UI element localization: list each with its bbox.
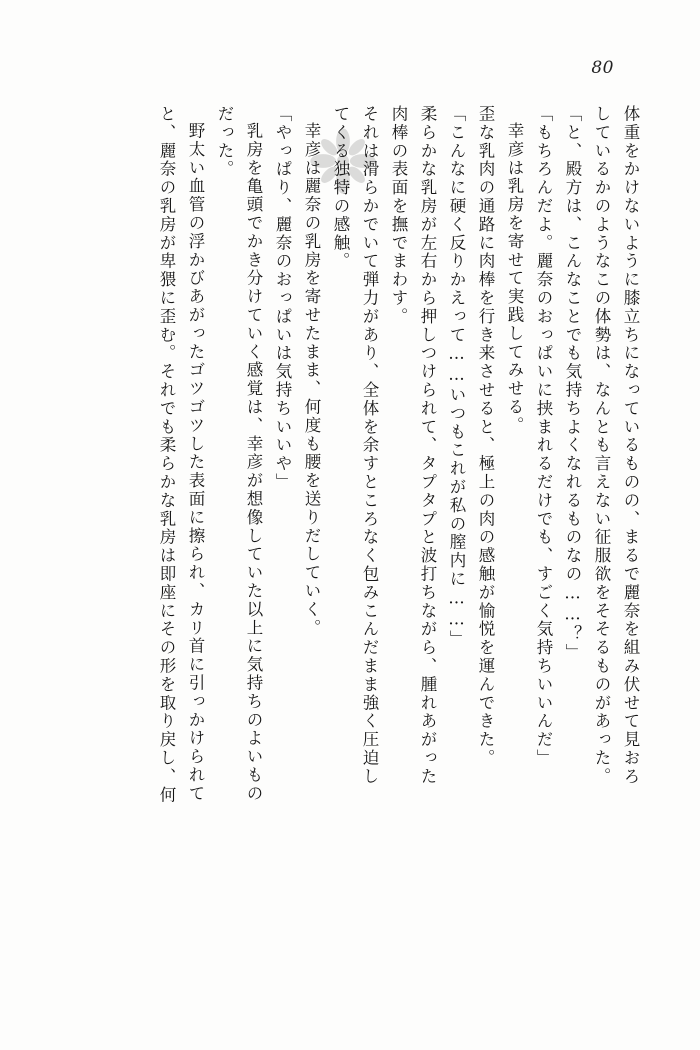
text-line: 幸彦は麗奈の乳房を寄せたまま、何度も腰を送りだしていく。 (302, 122, 321, 638)
text-line: 幸彦は乳房を寄せて実践してみせる。 (505, 122, 524, 435)
text-line: 「と、殿方は、こんなことでも気持ちよくなれるものなの……？」 (563, 105, 582, 662)
text-line: てくる独特の感触。 (331, 105, 350, 271)
page-number: 80 (591, 58, 614, 78)
text-line: だった。 (215, 105, 234, 179)
text-line: 「もちろんだよ。麗奈のおっぱいに挟まれるだけでも、すごく気持ちいいんだ」 (534, 105, 553, 768)
text-line: 肉棒の表面を撫でまわす。 (389, 105, 408, 326)
text-line: 体重をかけないように膝立ちになっているものの、まるで麗奈を組み伏せて見おろ (621, 105, 640, 786)
text-line: 柔らかな乳房が左右から押しつけられて、タプタプと波打ちながら、腫れあがった (418, 105, 437, 786)
text-line: 「やっぱり、麗奈のおっぱいは気持ちいいや」 (273, 105, 292, 492)
text-line: と、麗奈の乳房が卑猥に歪む。それでも柔らかな乳房は即座にその形を取り戻し、何 (157, 105, 176, 805)
text-line: しているかのようなこの体勢は、なんとも言えない征服欲をそそるものがあった。 (592, 105, 611, 786)
text-line: それは滑らかでいて弾力があり、全体を余すところなく包みこんだまま強く圧迫し (360, 105, 379, 786)
text-line: 歪な乳肉の通路に肉棒を行き来させると、極上の肉の感触が愉悦を運んできた。 (476, 105, 495, 768)
text-line: 「こんなに硬く反りかえって……いつもこれが私の膣内に……」 (447, 105, 466, 649)
text-line: 乳房を亀頭でかき分けていく感覚は、幸彦が想像していた以上に気持ちのよいもの (244, 122, 263, 803)
text-line: 野太い血管の浮かびあがったゴツゴツした表面に擦られ、カリ首に引っかけられて (186, 122, 205, 803)
vertical-text-body (62, 105, 638, 965)
